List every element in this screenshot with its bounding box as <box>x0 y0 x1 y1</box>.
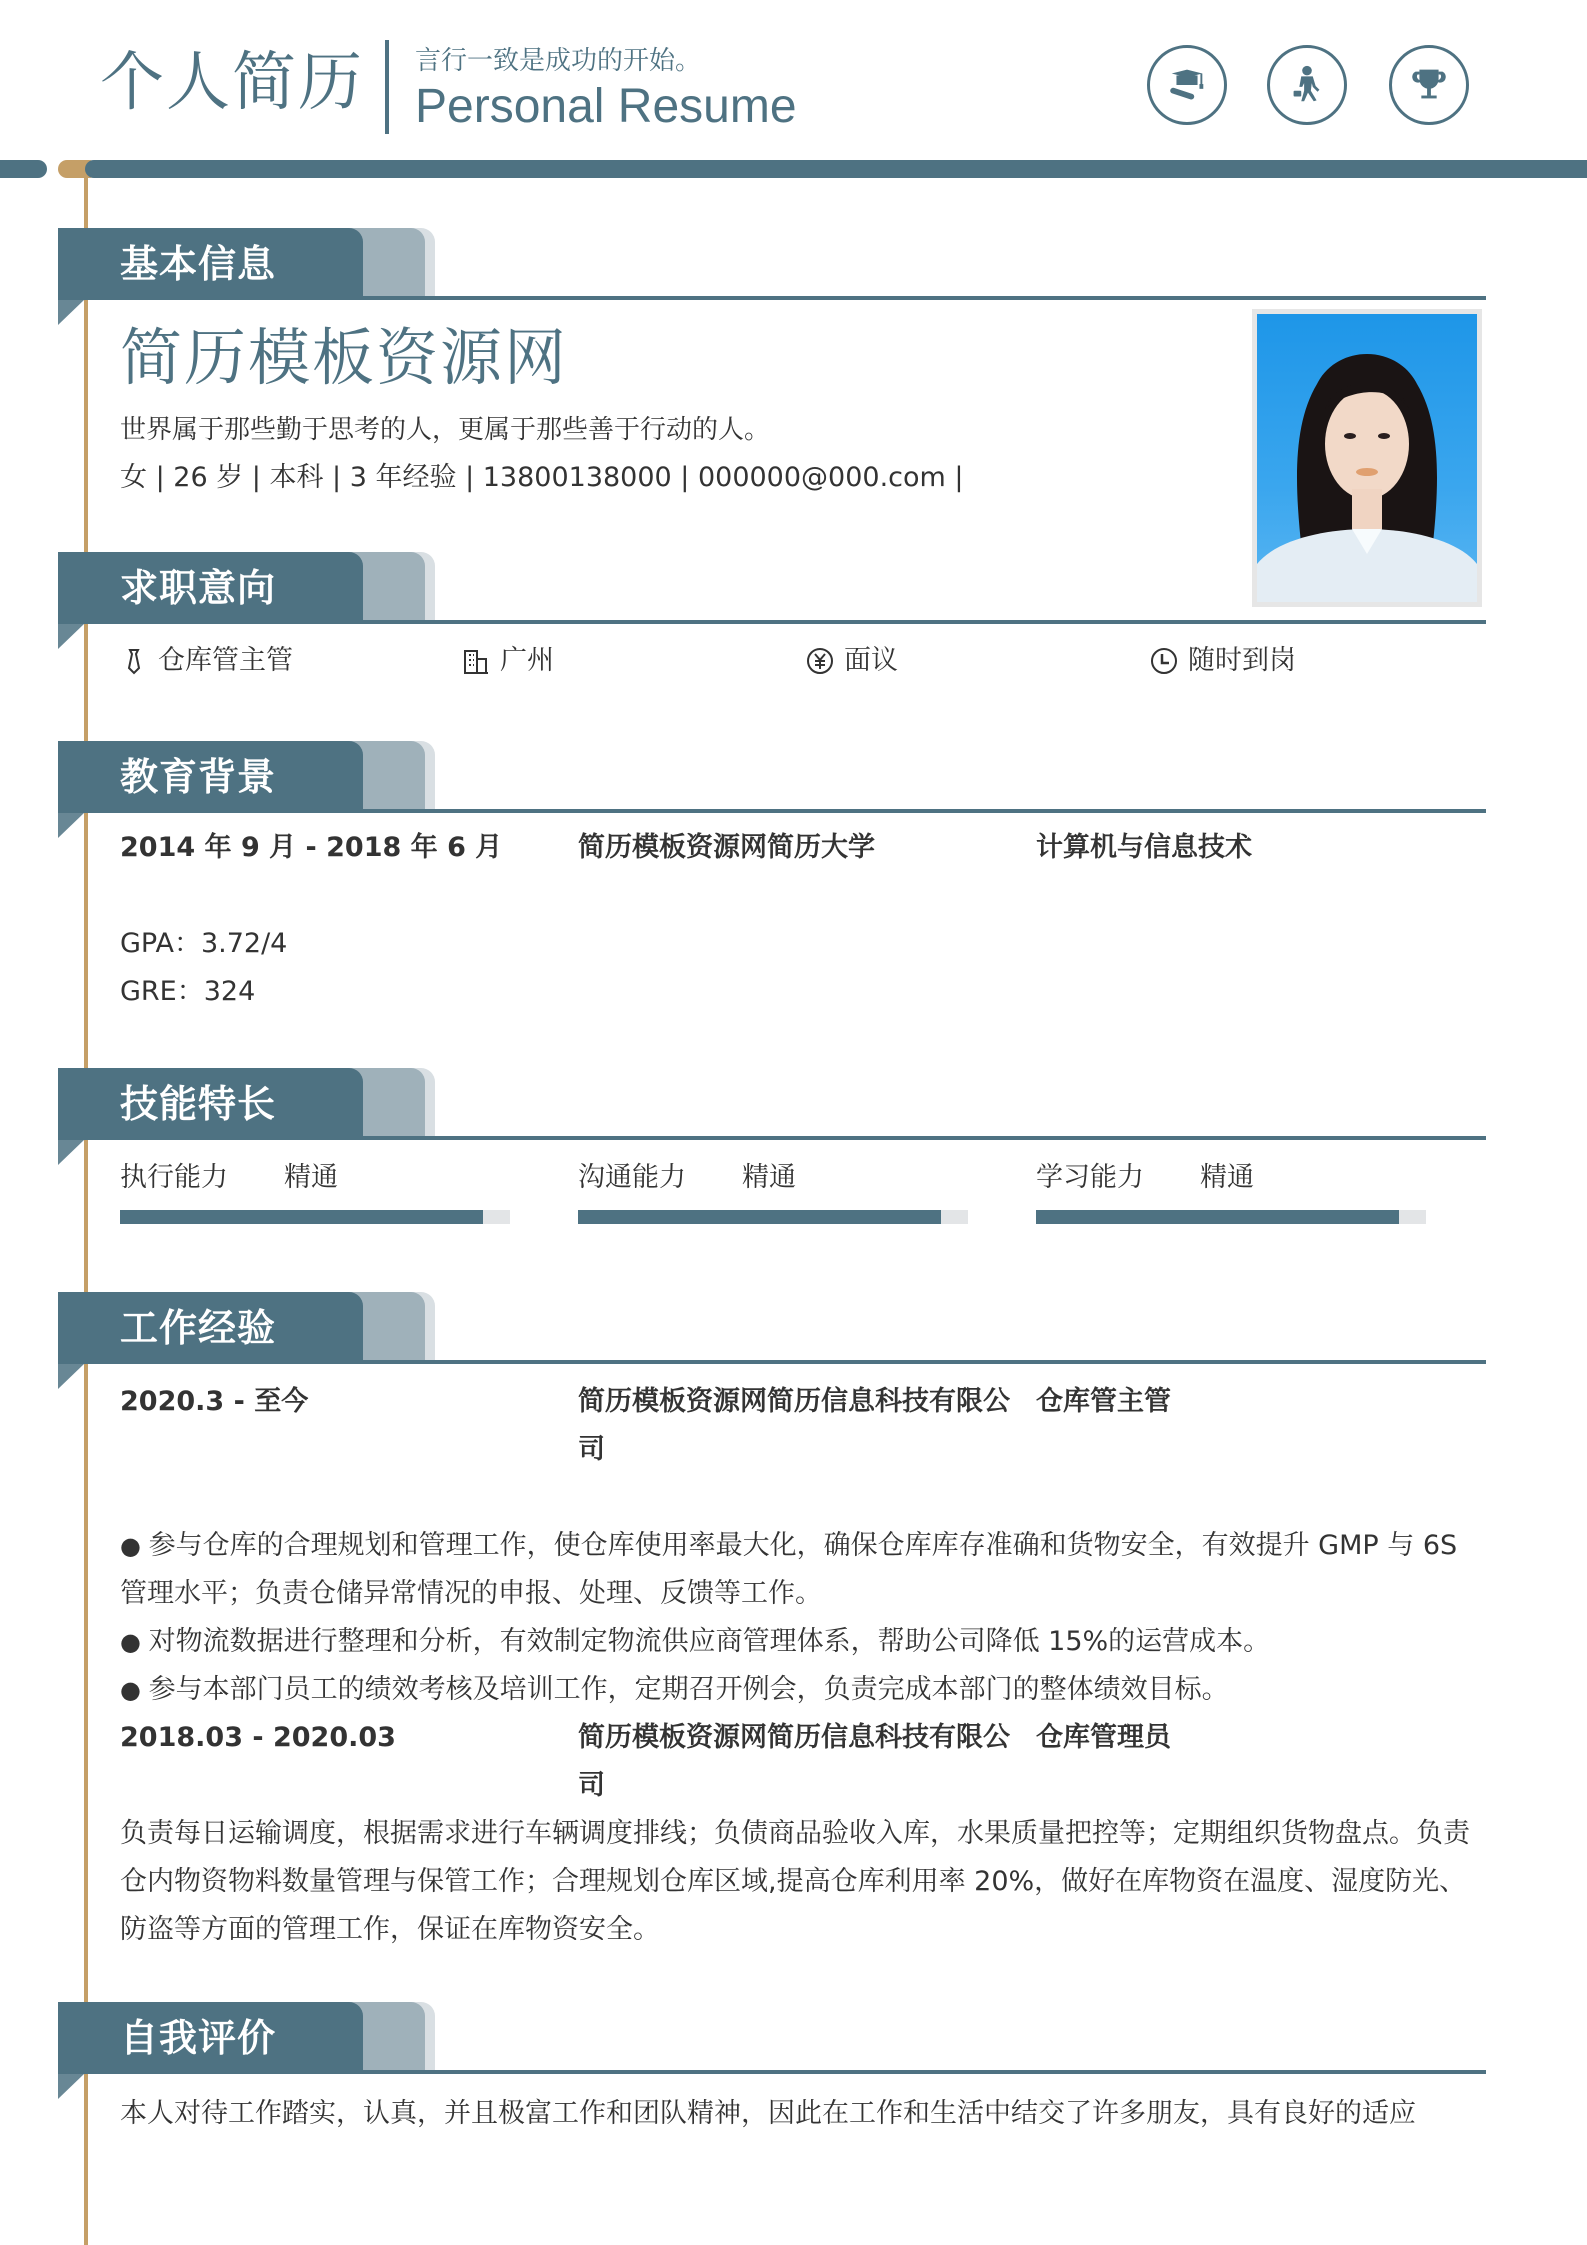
building-icon <box>462 647 490 675</box>
work-period: 2020.3 - 至今 <box>120 1386 309 1417</box>
intent-label: 面议 <box>844 645 898 676</box>
work-period: 2018.03 - 2020.03 <box>120 1722 396 1753</box>
section-title: 技能特长 <box>120 1082 277 1126</box>
skill-level: 精通 <box>742 1162 796 1193</box>
skill-item <box>120 1160 338 1196</box>
work-description: 负责每日运输调度，根据需求进行车辆调度排线；负债商品验收入库，水果质量把控等；定期组织货物盘点。负责仓内物资物料数量管理与保管工作；合理规划仓库区域,提高仓库利用率 20%，做好在库物资在温度、湿度防光、防盗等方面的管理工作，保证在库物资安全。 <box>120 1818 1470 1945</box>
education-gre: GRE：324 <box>120 976 256 1007</box>
work-company: 简历模板资源网简历信息科技有限公司 <box>578 1722 1010 1801</box>
work-bullet: ● 参与本部门员工的绩效考核及培训工作，定期召开例会，负责完成本部门的整体绩效目标。 <box>120 1666 1485 1714</box>
motto: 言行一致是成功的开始。 <box>415 46 702 76</box>
resume-title-english: Personal Resume <box>415 80 797 133</box>
yuan-icon <box>806 647 834 675</box>
skill-item <box>578 1160 796 1196</box>
intent-availability <box>1150 643 1296 679</box>
clock-icon <box>1150 647 1178 675</box>
intent-label: 仓库管主管 <box>158 645 293 676</box>
section-title: 教育背景 <box>120 755 277 799</box>
skill-name: 沟通能力 <box>578 1162 686 1193</box>
skill-bar <box>1036 1210 1426 1224</box>
skill-bar <box>578 1210 968 1224</box>
section-job-intent <box>58 552 1486 649</box>
education-major: 计算机与信息技术 <box>1036 832 1252 863</box>
skill-level: 精通 <box>284 1162 338 1193</box>
resume-title: 个人简历 <box>100 46 364 120</box>
intent-position <box>120 643 293 679</box>
intent-label: 广州 <box>500 645 554 676</box>
candidate-name: 简历模板资源网 <box>120 321 569 394</box>
self-evaluation-text: 本人对待工作踏实，认真，并且极富工作和团队精神，因此在工作和生活中结交了许多朋友，具有良好的适应 <box>120 2098 1416 2129</box>
header-bar-left <box>0 160 47 178</box>
education-period: 2014 年 9 月 - 2018 年 6 月 <box>120 832 503 863</box>
skill-name: 执行能力 <box>120 1162 228 1193</box>
section-title: 求职意向 <box>120 566 277 610</box>
tie-icon <box>120 647 148 675</box>
section-work-experience <box>58 1292 1486 1389</box>
title-divider <box>385 40 389 134</box>
intent-city <box>462 643 554 679</box>
timeline-line <box>84 178 88 2245</box>
work-bullet: ● 对物流数据进行整理和分析，有效制定物流供应商管理体系，帮助公司降低 15%的运营成本。 <box>120 1618 1485 1666</box>
intent-label: 随时到岗 <box>1188 645 1296 676</box>
work-bullet: ● 参与仓库的合理规划和管理工作，使仓库使用率最大化，确保仓库库存准确和货物安全，有效提升 GMP 与 6S 管理水平；负责仓储异常情况的申报、处理、反馈等工作。 <box>120 1522 1485 1618</box>
work-role: 仓库管主管 <box>1036 1386 1171 1417</box>
work-role: 仓库管理员 <box>1036 1722 1171 1753</box>
education-school: 简历模板资源网简历大学 <box>578 832 875 863</box>
intent-salary <box>806 643 898 679</box>
skill-name: 学习能力 <box>1036 1162 1144 1193</box>
section-title: 自我评价 <box>120 2016 277 2060</box>
graduation-cap-icon <box>1147 45 1227 125</box>
contact-info: 女 | 26 岁 | 本科 | 3 年经验 | 13800138000 | 000000@000.com | <box>120 462 964 493</box>
businessman-walking-icon <box>1267 45 1347 125</box>
section-skills <box>58 1068 1486 1165</box>
section-self-evaluation <box>58 2002 1486 2099</box>
section-title: 基本信息 <box>120 242 277 286</box>
section-education <box>58 741 1486 838</box>
tagline: 世界属于那些勤于思考的人，更属于那些善于行动的人。 <box>120 415 771 445</box>
skill-level: 精通 <box>1200 1162 1254 1193</box>
work-company: 简历模板资源网简历信息科技有限公司 <box>578 1386 1010 1465</box>
skill-bar <box>120 1210 510 1224</box>
education-gpa: GPA：3.72/4 <box>120 928 288 959</box>
skill-item <box>1036 1160 1254 1196</box>
section-title: 工作经验 <box>120 1306 277 1350</box>
trophy-icon <box>1389 45 1469 125</box>
header-bar <box>85 160 1587 178</box>
